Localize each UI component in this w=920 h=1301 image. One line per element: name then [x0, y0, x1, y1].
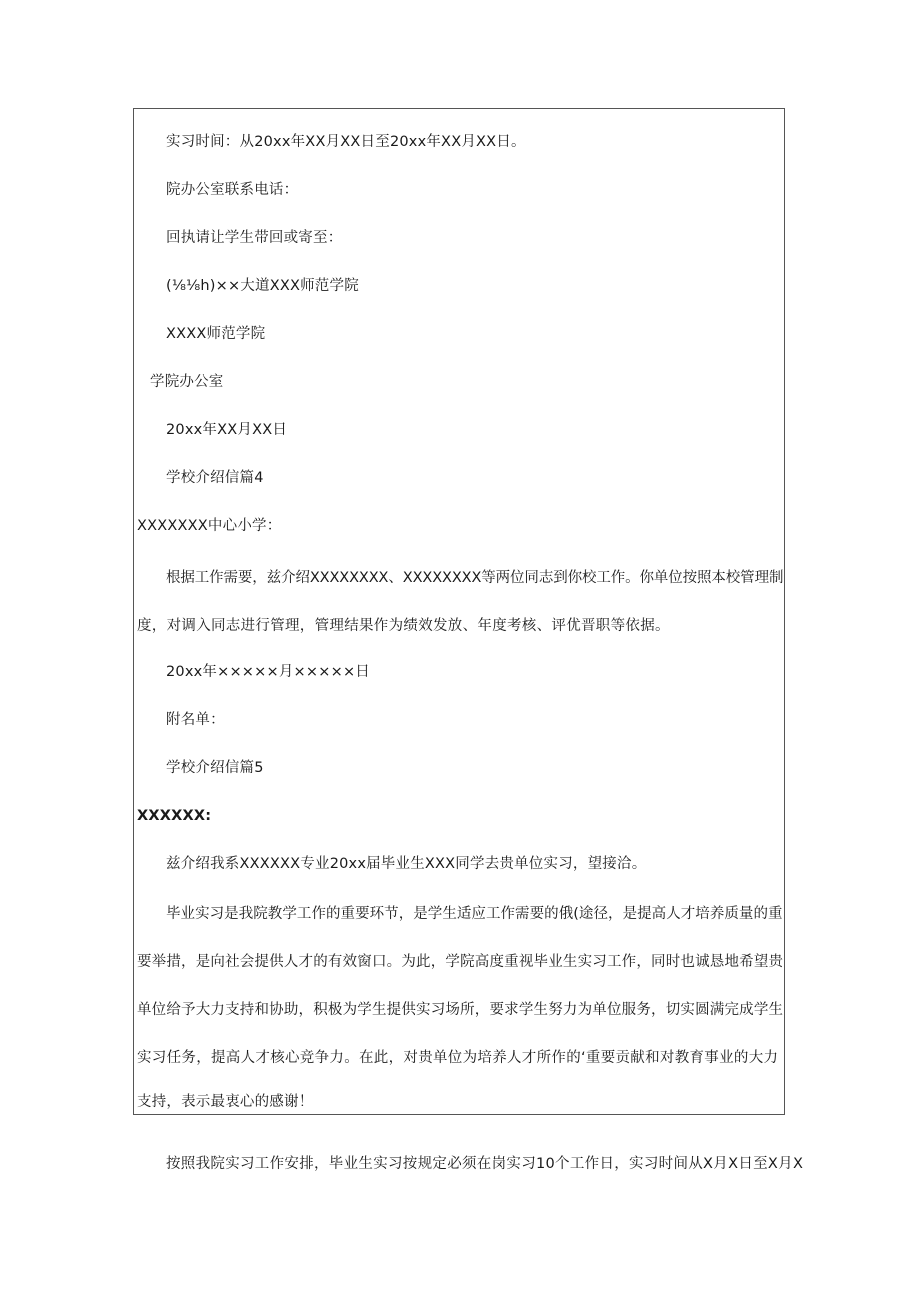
footer-line: 按照我院实习工作安排，毕业生实习按规定必须在岗实习10个工作日，实习时间从X月X日至X月X [166, 1156, 804, 1172]
address-line: (⅛⅛h)××大道XXX师范学院 [166, 278, 359, 294]
body-letter-5-line-2: 要举措，是向社会提供人才的有效窗口。为此，学院高度重视毕业生实习工作，同时也诚恳地希望贵 [137, 954, 784, 970]
body-letter-5-intro: 兹介绍我系XXXXXX专业20xx届毕业生XXX同学去贵单位实习，望接洽。 [166, 856, 647, 872]
college-office-line: 学院办公室 [150, 374, 224, 390]
body-letter-5-line-1: 毕业实习是我院教学工作的重要环节，是学生适应工作需要的俄(途径，是提高人才培养质量的重 [166, 906, 783, 922]
return-receipt-line: 回执请让学生带回或寄至： [166, 230, 343, 246]
body-letter-4-line-2: 度，对调入同志进行管理，管理结果作为绩效发放、年度考核、评优晋职等依据。 [137, 618, 670, 634]
office-phone-line: 院办公室联系电话： [166, 182, 299, 198]
heading-letter-5: 学校介绍信篇5 [166, 760, 264, 776]
body-letter-5-line-4: 实习任务，提高人才核心竞争力。在此，对贵单位为培养人才所作的‘重要贡献和对教育事业的大力 [137, 1050, 779, 1066]
internship-time-line: 实习时间：从20xx年XX月XX日至20xx年XX月XX日。 [166, 134, 526, 150]
salutation-letter-5: XXXXXX: [137, 808, 212, 824]
date-line-2: 20xx年×××××月×××××日 [166, 664, 371, 680]
body-letter-5-line-3: 单位给予大力支持和协助，积极为学生提供实习场所，要求学生努力为单位服务，切实圆满完成学生 [137, 1002, 784, 1018]
salutation-letter-4: XXXXXXX中心小学： [137, 518, 282, 534]
college-name-line: XXXX师范学院 [166, 326, 266, 342]
body-letter-5-line-5: 支持，表示最衷心的感谢！ [137, 1094, 314, 1110]
heading-letter-4: 学校介绍信篇4 [166, 470, 264, 486]
date-line-1: 20xx年XX月XX日 [166, 422, 288, 438]
body-letter-4-line-1: 根据工作需要，兹介绍XXXXXXXX、XXXXXXXX等两位同志到你校工作。你单位按照本校管理制 [166, 570, 784, 586]
attachment-line: 附名单： [166, 712, 225, 728]
